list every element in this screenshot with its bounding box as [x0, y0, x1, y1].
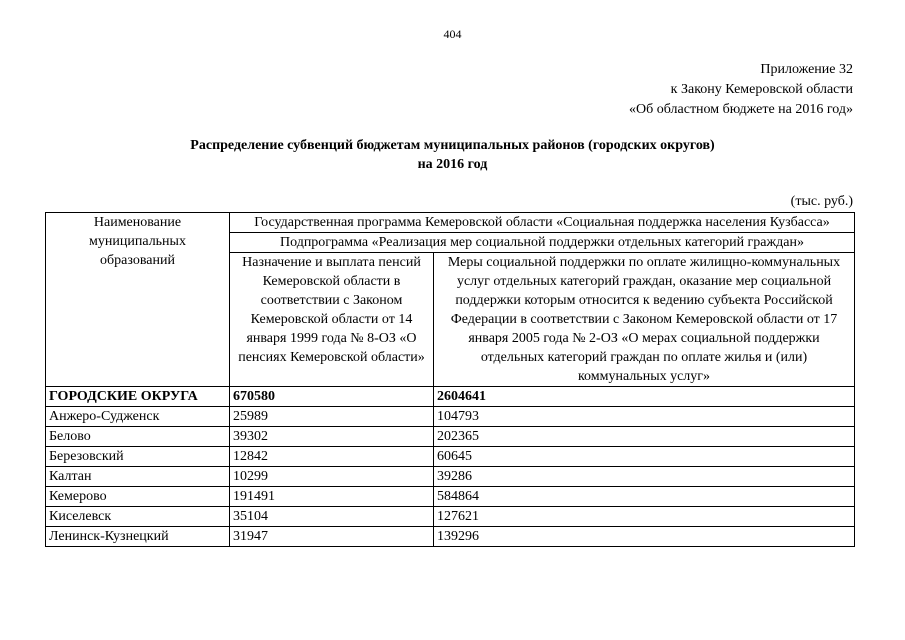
row-value-pensions: 39302	[230, 427, 434, 447]
row-name: Березовский	[46, 447, 230, 467]
row-value-housing: 139296	[434, 527, 855, 547]
row-name: Анжеро-Судженск	[46, 407, 230, 427]
row-value-pensions: 10299	[230, 467, 434, 487]
row-value-housing: 584864	[434, 487, 855, 507]
table-row-total	[46, 387, 855, 407]
row-value-housing: 127621	[434, 507, 855, 527]
document-title	[0, 136, 905, 174]
subsidy-table	[45, 212, 855, 547]
table-row	[46, 407, 855, 427]
row-value-pensions: 31947	[230, 527, 434, 547]
title-line-2: на 2016 год	[417, 157, 488, 172]
page-number: 404	[443, 27, 462, 41]
row-name: Калтан	[46, 467, 230, 487]
row-value-housing: 202365	[434, 427, 855, 447]
row-value-pensions: 25989	[230, 407, 434, 427]
row-name: Кемерово	[46, 487, 230, 507]
row-name: Ленинск-Кузнецкий	[46, 527, 230, 547]
header-pensions: Назначение и выплата пенсий Кемеровской области в соответствии с Законом Кемеровской области от 14 января 1999 года № 8-ОЗ «О пенсиях Кемеровской области»	[230, 253, 434, 387]
table-row	[46, 527, 855, 547]
row-value-pensions: 12842	[230, 447, 434, 467]
appendix-line-3: «Об областном бюджете на 2016 год»	[629, 102, 853, 117]
appendix-header	[629, 60, 853, 120]
header-program: Государственная программа Кемеровской области «Социальная поддержка населения Кузбасса»	[230, 213, 855, 233]
table-row	[46, 447, 855, 467]
units-label: (тыс. руб.)	[790, 194, 853, 209]
row-value-housing: 104793	[434, 407, 855, 427]
header-municipality: Наименование муниципальных образований	[46, 213, 230, 387]
row-value-pensions: 191491	[230, 487, 434, 507]
row-name: Киселевск	[46, 507, 230, 527]
row-name: ГОРОДСКИЕ ОКРУГА	[46, 387, 230, 407]
table-row	[46, 427, 855, 447]
header-housing-support: Меры социальной поддержки по оплате жилищно-коммунальных услуг отдельных категорий граждан, оказание мер социальной поддержки которым относится к ведению субъекта Российской Федерации в соответствии с Законом Кемеровской области от 17 января 2005 года № 2-ОЗ «О мерах социальной поддержки отдельных категорий граждан по оплате жилья и (или) коммунальных услуг»	[434, 253, 855, 387]
appendix-line-1: Приложение 32	[760, 62, 853, 77]
row-name: Белово	[46, 427, 230, 447]
header-subprogram: Подпрограмма «Реализация мер социальной поддержки отдельных категорий граждан»	[230, 233, 855, 253]
table-row	[46, 507, 855, 527]
row-value-housing: 2604641	[434, 387, 855, 407]
table-row	[46, 487, 855, 507]
appendix-line-2: к Закону Кемеровской области	[670, 82, 853, 97]
title-line-1: Распределение субвенций бюджетам муниципальных районов (городских округов)	[190, 138, 715, 153]
row-value-housing: 39286	[434, 467, 855, 487]
row-value-pensions: 35104	[230, 507, 434, 527]
row-value-housing: 60645	[434, 447, 855, 467]
table-row	[46, 467, 855, 487]
row-value-pensions: 670580	[230, 387, 434, 407]
